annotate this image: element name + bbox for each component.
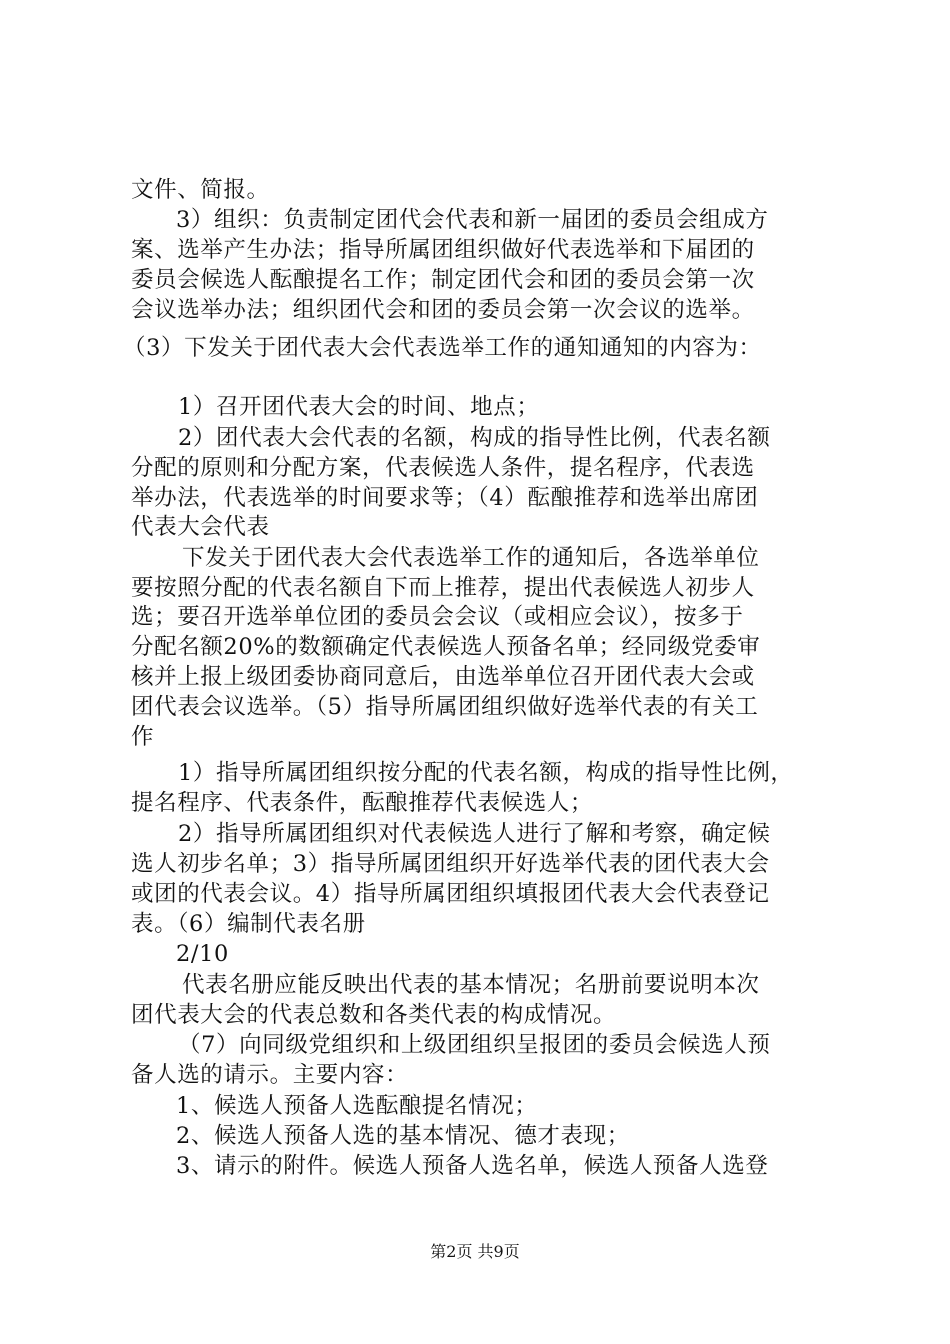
text-line: 3、请示的附件。候选人预备人选名单，候选人预备人选登	[176, 1153, 769, 1179]
text-line: 选人初步名单；3）指导所属团组织开好选举代表的团代表大会	[131, 851, 770, 877]
text-line: 1、候选人预备人选酝酿提名情况；	[176, 1093, 538, 1119]
text-line: 举办法，代表选举的时间要求等；（4）酝酿推荐和选举出席团	[131, 485, 759, 511]
text-line: 案、选举产生办法；指导所属团组织做好代表选举和下届团的	[131, 237, 755, 263]
text-line: 作	[131, 724, 155, 750]
text-line: 1）召开团代表大会的时间、地点；	[178, 394, 540, 420]
text-line: 团代表大会的代表总数和各类代表的构成情况。	[131, 1002, 617, 1028]
text-line: 表。（6）编制代表名册	[131, 911, 366, 937]
text-line: 3）组织：负责制定团代会代表和新一届团的委员会组成方	[176, 207, 769, 233]
text-line: 下发关于团代表大会代表选举工作的通知后，各选举单位	[182, 545, 760, 571]
text-line: 核并上报上级团委协商同意后，由选举单位召开团代表大会或	[131, 664, 755, 690]
text-line: 2、候选人预备人选的基本情况、德才表现；	[176, 1123, 630, 1149]
text-line: 委员会候选人酝酿提名工作；制定团代会和团的委员会第一次	[131, 267, 755, 293]
text-line: 提名程序、代表条件，酝酿推荐代表候选人；	[131, 790, 594, 816]
text-line: 代表名册应能反映出代表的基本情况；名册前要说明本次	[182, 972, 760, 998]
text-line: 分配名额20%的数额确定代表候选人预备名单；经同级党委审	[131, 634, 761, 660]
page-fraction-text: 2/10	[176, 941, 229, 967]
text-line: 备人选的请示。主要内容：	[131, 1062, 409, 1088]
text-line: 代表大会代表	[131, 514, 270, 540]
text-line: 2）指导所属团组织对代表候选人进行了解和考察，确定候	[178, 821, 771, 847]
text-line: （3）下发关于团代表大会代表选举工作的通知通知的内容为：	[123, 335, 762, 361]
page-footer	[0, 1242, 950, 1262]
text-line: 文件、简报。	[131, 177, 270, 203]
text-line: 2）团代表大会代表的名额，构成的指导性比例，代表名额	[178, 425, 771, 451]
text-line: 要按照分配的代表名额自下而上推荐，提出代表候选人初步人	[131, 575, 755, 601]
text-line: 会议选举办法；组织团代会和团的委员会第一次会议的选举。	[131, 297, 755, 323]
text-line: 选；要召开选举单位团的委员会会议（或相应会议），按多于	[131, 604, 744, 630]
text-line: 分配的原则和分配方案，代表候选人条件，提名程序，代表选	[131, 455, 755, 481]
text-line: （7）向同级党组织和上级团组织呈报团的委员会候选人预	[178, 1032, 771, 1058]
text-line: 团代表会议选举。（5）指导所属团组织做好选举代表的有关工	[131, 694, 759, 720]
text-line: 1）指导所属团组织按分配的代表名额，构成的指导性比例，	[178, 760, 794, 786]
text-line: 或团的代表会议。4）指导所属团组织填报团代表大会代表登记	[131, 881, 770, 907]
page-number-label: 第2页 共9页	[430, 1242, 520, 1261]
